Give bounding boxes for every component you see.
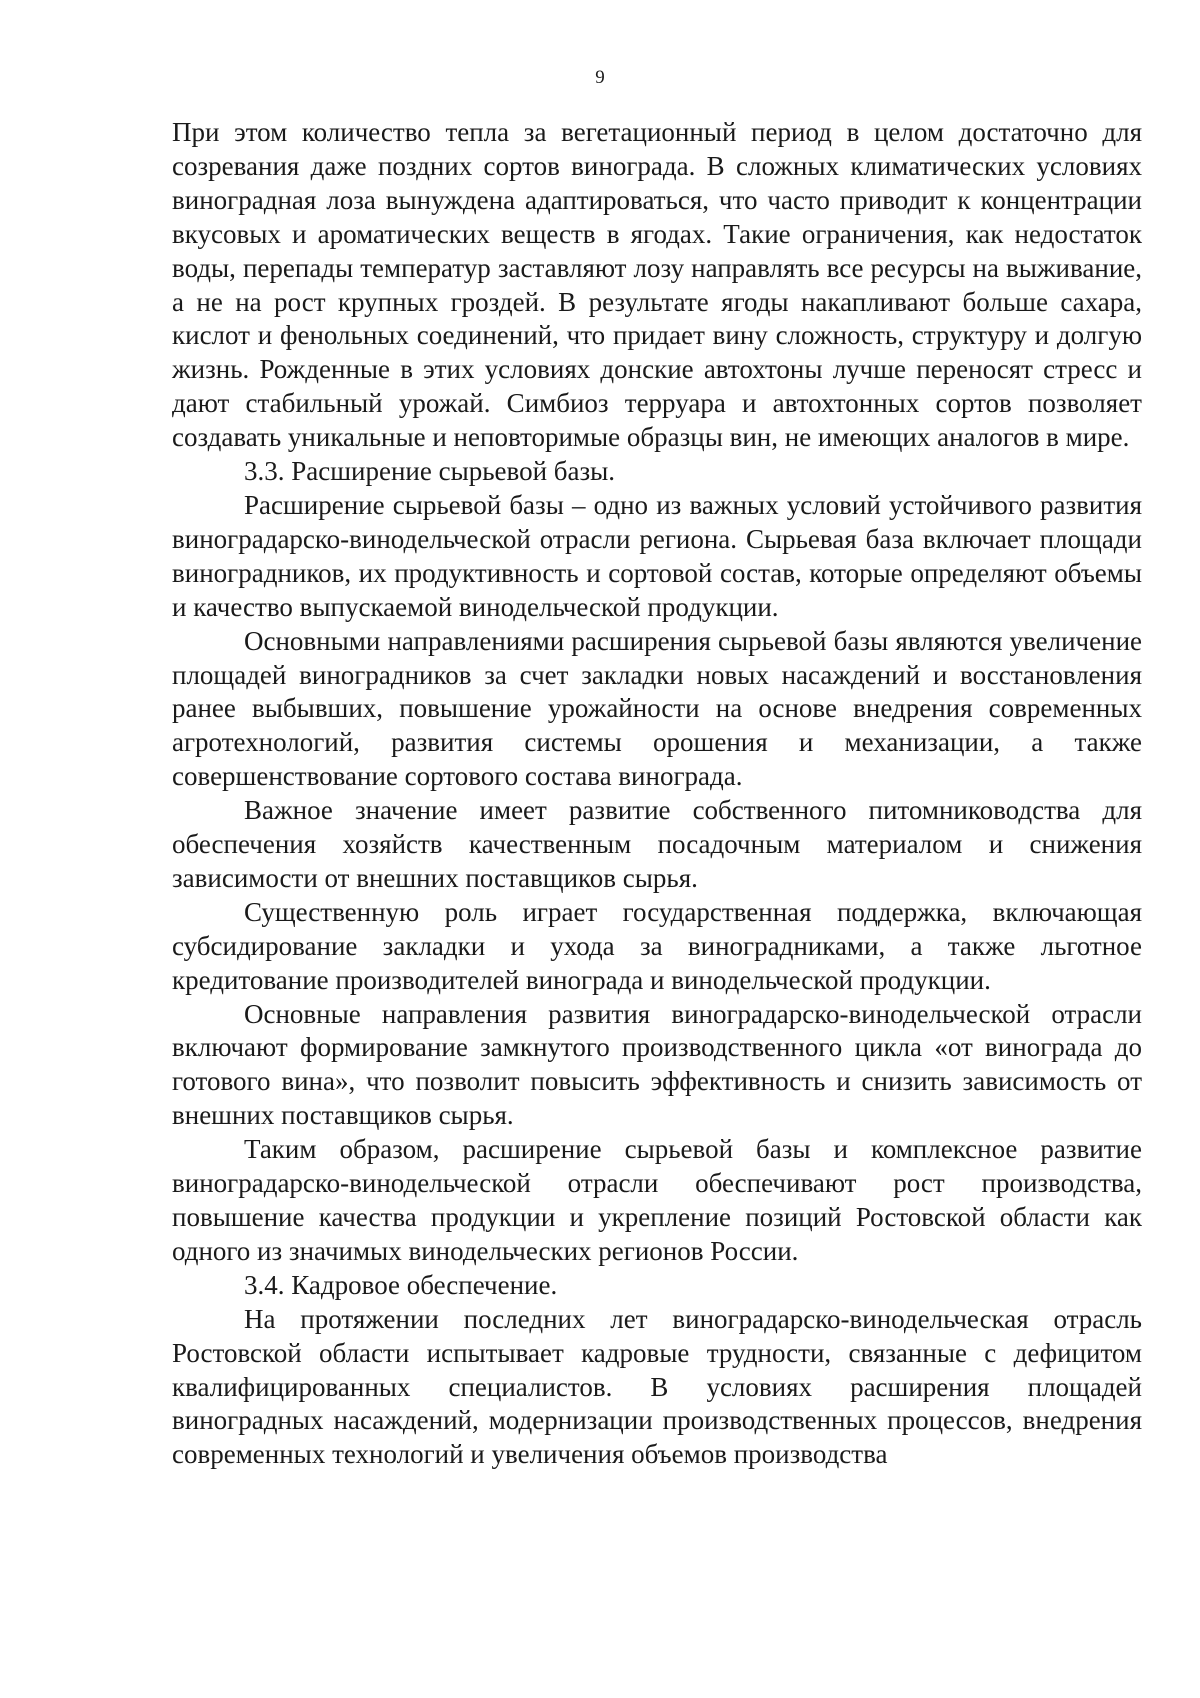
paragraph-conclusion: Таким образом, расширение сырьевой базы и комплексное развитие виноградарско-винодельческой отрасли обеспечивают рост производства, повышение качества продукции и укрепление позиций Ростовской области как одного из значимых винодельческих регионов России. xyxy=(172,1134,1142,1266)
paragraph-climate-continuation: При этом количество тепла за вегетационный период в целом достаточно для созревания даже поздних сортов винограда. В сложных климатических условиях виноградная лоза вынуждена адаптироваться, что часто приводит к концентрации вкусовых и ароматических веществ в ягодах. Такие ограничения, как недостаток воды, перепады температур заставляют лозу направлять все ресурсы на выживание, а не на рост крупных гроздей. В результате ягоды накапливают больше сахара, кислот и фенольных соединений, что придает вину сложность, структуру и долгую жизнь. Рожденные в этих условиях донские автохтоны лучше переносят стресс и дают стабильный урожай. Симбиоз терруара и автохтонных сортов позволяет создавать уникальные и неповторимые образцы вин, не имеющих аналогов в мире. xyxy=(172,117,1142,453)
paragraph-main-directions: Основными направлениями расширения сырьевой базы являются увеличение площадей виноградников за счет закладки новых насаждений и восстановления ранее выбывших, повышение урожайности на основе внедрения современных агротехнологий, развития системы орошения и механизации, а также совершенствование сортового состава винограда. xyxy=(172,625,1142,792)
paragraph-nursery-development: Важное значение имеет развитие собственного питомниководства для обеспечения хозяйств качественным посадочным материалом и снижения зависимости от внешних поставщиков сырья. xyxy=(172,795,1142,893)
document-body xyxy=(172,116,1142,1472)
section-heading-3-3: 3.3. Расширение сырьевой базы. xyxy=(244,456,616,487)
paragraph-closed-cycle: Основные направления развития виноградарско-винодельческой отрасли включают формирование замкнутого производственного цикла «от винограда до готового вина», что позволит повысить эффективность и снизить зависимость от внешних поставщиков сырья. xyxy=(172,998,1142,1131)
paragraph-state-support: Существенную роль играет государственная поддержка, включающая субсидирование закладки и ухода за виноградниками, а также льготное кредитование производителей винограда и винодельческой продукции. xyxy=(172,896,1142,995)
paragraph-staffing: На протяжении последних лет виноградарско-винодельческая отрасль Ростовской области испытывает кадровые трудности, связанные с дефицитом квалифицированных специалистов. В условиях расширения площадей виноградных насаждений, модернизации производственных процессов, внедрения современных технологий и увеличения объемов производства xyxy=(172,1303,1142,1470)
section-heading-3-4: 3.4. Кадровое обеспечение. xyxy=(244,1269,558,1300)
page-number: 9 xyxy=(595,67,605,88)
paragraph-raw-material-base: Расширение сырьевой базы – одно из важных условий устойчивого развития виноградарско-винодельческой отрасли региона. Сырьевая база включает площади виноградников, их продуктивность и сортовой состав, которые определяют объемы и качество выпускаемой винодельческой продукции. xyxy=(172,489,1142,622)
